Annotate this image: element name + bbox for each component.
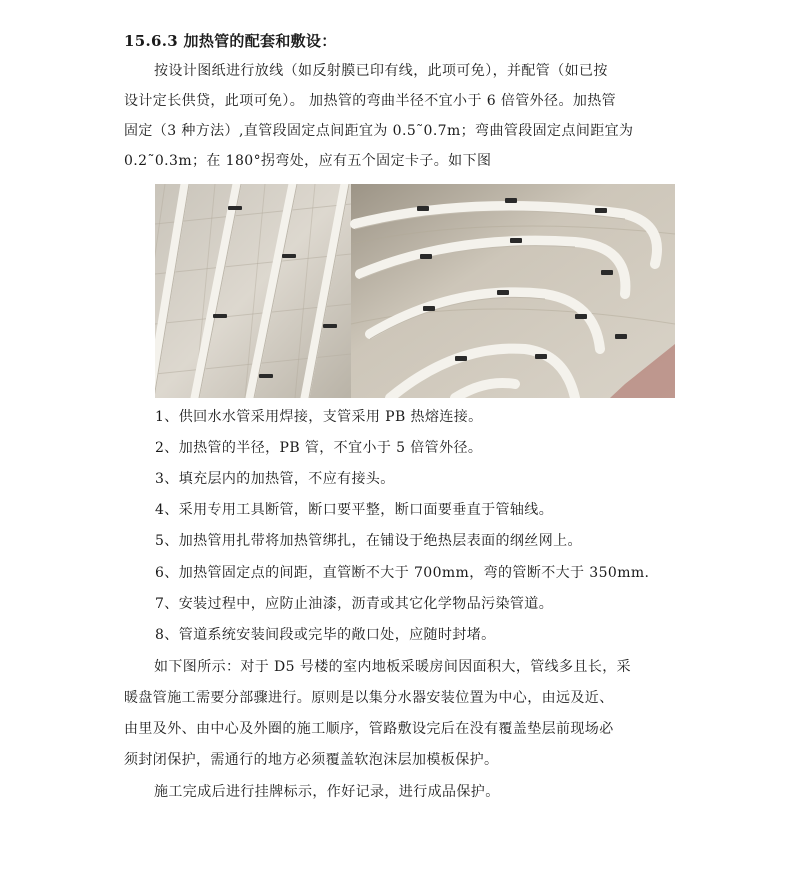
list-item-1: 1、供回水水管采用焊接，支管采用 PB 热熔连接。 <box>155 409 483 425</box>
final-line: 施工完成后进行挂牌标示，作好记录，进行成品保护。 <box>154 784 500 800</box>
list-item-7: 7、安装过程中，应防止油漆，沥青或其它化学物品污染管道。 <box>155 596 554 612</box>
closing-line-3: 由里及外、由中心及外圈的施工顺序，管路敷设完后在没有覆盖垫层前现场必 <box>124 721 614 737</box>
list-item-4: 4、采用专用工具断管，断口要平整，断口面要垂直于管轴线。 <box>155 502 554 518</box>
closing-line-2: 暖盘管施工需要分部骤进行。原则是以集分水器安装位置为中心，由远及近、 <box>124 690 614 706</box>
list-item-6: 6、加热管固定点的间距，直管断不大于 700mm，弯的管断不大于 350mm. <box>155 565 650 581</box>
intro-line-2: 设计定长供贷，此项可免）。 加热管的弯曲半径不宜小于 6 倍管外径。加热管 <box>124 93 617 109</box>
intro-line-3: 固定（3 种方法）,直管段固定点间距宜为 0.5˜0.7m；弯曲管段固定点间距宜为 <box>124 123 634 139</box>
section-heading: 15.6.3 加热管的配套和敷设： <box>124 32 337 50</box>
intro-line-1: 按设计图纸进行放线（如反射膜已印有线，此项可免），并配管（如已按 <box>154 63 608 79</box>
intro-line-4: 0.2˜0.3m；在 180°拐弯处，应有五个固定卡子。如下图 <box>124 153 492 169</box>
list-item-2: 2、加热管的半径，PB 管，不宜小于 5 倍管外径。 <box>155 440 483 456</box>
straight-pipe-photo <box>155 184 351 398</box>
list-item-8: 8、管道系统安装间段或完毕的敞口处，应随时封堵。 <box>155 627 496 643</box>
closing-line-4: 须封闭保护，需通行的地方必须覆盖软泡沫层加模板保护。 <box>124 752 499 768</box>
list-item-5: 5、加热管用扎带将加热管绑扎，在铺设于绝热层表面的纲丝网上。 <box>155 533 582 549</box>
pipe-installation-photo <box>155 184 675 398</box>
curved-pipe-photo <box>351 184 675 398</box>
list-item-3: 3、填充层内的加热管，不应有接头。 <box>155 471 395 487</box>
closing-line-1: 如下图所示：对于 D5 号楼的室内地板采暖房间因面积大，管线多且长，采 <box>154 659 632 675</box>
